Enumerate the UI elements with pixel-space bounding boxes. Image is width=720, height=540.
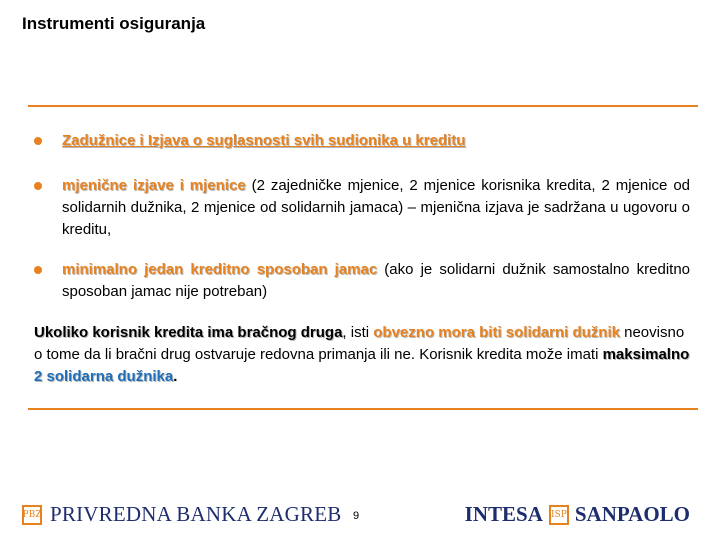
- bullet-dot-icon: [34, 182, 42, 190]
- paragraph-text: .: [173, 368, 178, 385]
- bullet-item-zaduznice: [34, 130, 690, 152]
- paragraph-blue-highlight: 2 solidarna dužnika: [34, 368, 174, 385]
- bullet-dot-icon: [34, 137, 42, 145]
- top-divider: [28, 105, 698, 107]
- pbz-logo-text: PRIVREDNA BANKA ZAGREB: [50, 502, 342, 526]
- intesa-sanpaolo-logo: [465, 502, 690, 527]
- pbz-emblem-icon: [22, 505, 42, 525]
- spouse-paragraph: [34, 322, 690, 388]
- bullet-item-jamac: [34, 259, 690, 303]
- page-title: Instrumenti osiguranja: [22, 14, 206, 33]
- bullet-highlight: minimalno jedan kreditno sposoban jamac: [62, 261, 378, 278]
- bullet-dot-icon: [34, 266, 42, 274]
- pbz-emblem-text: PBZ: [22, 509, 42, 520]
- pbz-logo: [22, 502, 341, 527]
- paragraph-bold-intro: Ukoliko korisnik kredita ima bračnog druga: [34, 324, 343, 341]
- bullet-highlight: mjenične izjave i mjenice: [62, 177, 246, 194]
- sanpaolo-logo-text: SANPAOLO: [574, 502, 690, 526]
- bullet-text: (ako je solidarni dužnik samostalno kreditno sposoban jamac nije potreban): [62, 261, 691, 300]
- paragraph-text: neovisno o tome da li bračni drug ostvaruje redovna primanja ili ne. Korisnik kredita može imati: [34, 324, 685, 363]
- paragraph-bold: maksimalno: [602, 346, 690, 363]
- intesa-logo-text: INTESA: [464, 502, 543, 526]
- paragraph-text: , isti: [342, 324, 374, 341]
- bullet-highlight: Zadužnice i Izjava o suglasnosti svih sudionika u kreditu: [62, 132, 466, 149]
- bullet-text: (2 zajedničke mjenice, 2 mjenice korisnika kredita, 2 mjenice od solidarnih dužnika, 2 mjenice od solidarnih jamaca) – mjenična izjava je sadržana u ugovoru o kreditu,: [62, 177, 690, 238]
- intesa-emblem-icon: [549, 505, 569, 525]
- paragraph-highlight: obvezno mora biti solidarni dužnik: [373, 324, 620, 341]
- bullet-item-mjenice: [34, 175, 690, 241]
- page-number: 9: [353, 510, 360, 522]
- isp-emblem-text: ISP: [550, 509, 567, 520]
- bottom-divider: [28, 408, 698, 410]
